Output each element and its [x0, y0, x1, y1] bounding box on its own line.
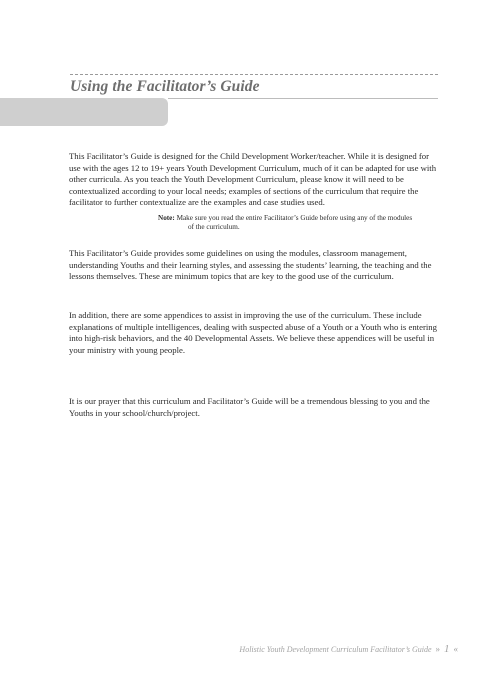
- note-label: Note:: [158, 214, 175, 222]
- header-dashed-rule: [70, 74, 438, 75]
- page-number: 1: [444, 643, 450, 655]
- note-text-line-2: of the curriculum.: [188, 223, 240, 232]
- guidelines-paragraph: This Facilitator’s Guide provides some guidelines on using the modules, classroom management, understanding Youths and their learning styles, and assessing the students’ learning, the teaching and the lessons themselves. These are minimum topics that are key to the good use of the curriculum.: [69, 248, 432, 282]
- page-title: Using the Facilitator’s Guide: [70, 78, 260, 95]
- footer-separator-right: «: [453, 644, 458, 654]
- intro-paragraph: This Facilitator’s Guide is designed for the Child Development Worker/teacher. While it is designed for use with the ages 12 to 19+ years Youth Development Curriculum, much of it can be adapted for use with other curricula. As you teach the Youth Development Curriculum, please know it will need to be contextualized according to your local needs; examples of sections of the curriculum that require the facilitator to further contextualize are the examples and case studies used.: [69, 151, 437, 208]
- footer-title: Holistic Youth Development Curriculum Facilitator’s Guide: [239, 645, 432, 654]
- appendices-paragraph: In addition, there are some appendices to assist in improving the use of the curriculum. These include explanations of multiple intelligences, dealing with suspected abuse of a Youth or a Youth who is entering into high-risk behaviors, and the 40 Developmental Assets. We believe these appendices will be useful in your ministry with young people.: [69, 310, 437, 355]
- prayer-paragraph: It is our prayer that this curriculum and Facilitator’s Guide will be a tremendous blessing to you and the Youths in your school/church/project.: [69, 396, 430, 418]
- footer-separator-left: »: [435, 644, 440, 654]
- note-block: [158, 214, 448, 233]
- title-band: [0, 98, 168, 126]
- note-text-line-1: Make sure you read the entire Facilitator’s Guide before using any of the modules: [176, 214, 413, 222]
- title-underline: [168, 98, 438, 99]
- page-footer: [239, 643, 460, 655]
